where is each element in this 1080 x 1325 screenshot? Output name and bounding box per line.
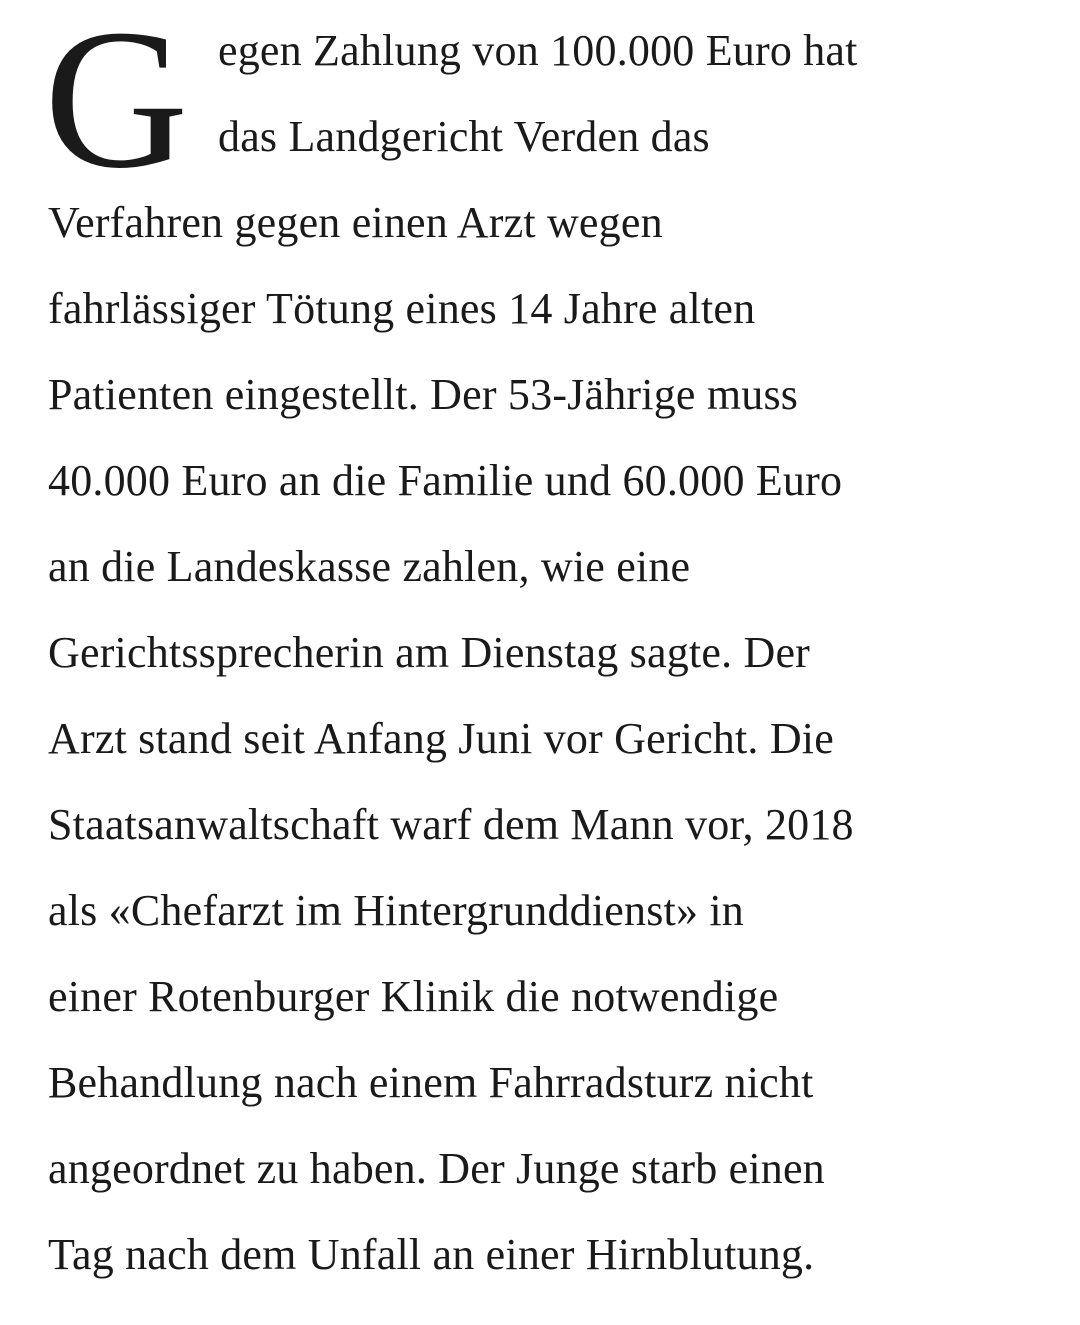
text-line: angeordnet zu haben. Der Junge starb einen [48, 1144, 825, 1193]
text-line: fahrlässiger Tötung eines 14 Jahre alten [48, 284, 756, 333]
text-line: einer Rotenburger Klinik die notwendige [48, 972, 779, 1021]
text-line: an die Landeskasse zahlen, wie eine [48, 542, 691, 591]
text-line: Arzt stand seit Anfang Juni vor Gericht. Die [48, 714, 834, 763]
text-line: Gerichtssprecherin am Dienstag sagte. Der [48, 628, 811, 677]
text-line: Tag nach dem Unfall an einer Hirnblutung. [48, 1230, 815, 1279]
text-line: als «Chefarzt im Hintergrunddienst» in [48, 886, 744, 935]
text-line: egen Zahlung von 100.000 Euro hat [218, 26, 858, 75]
text-line: Patienten eingestellt. Der 53-Jährige muss [48, 370, 799, 419]
text-line: Behandlung nach einem Fahrradsturz nicht [48, 1058, 814, 1107]
text-line: Verfahren gegen einen Arzt wegen [48, 198, 663, 247]
text-line: das Landgericht Verden das [218, 112, 710, 161]
drop-cap: G [44, 0, 189, 210]
text-line: Staatsanwaltschaft warf dem Mann vor, 2018 [48, 800, 854, 849]
text-line: 40.000 Euro an die Familie und 60.000 Euro [48, 456, 843, 505]
